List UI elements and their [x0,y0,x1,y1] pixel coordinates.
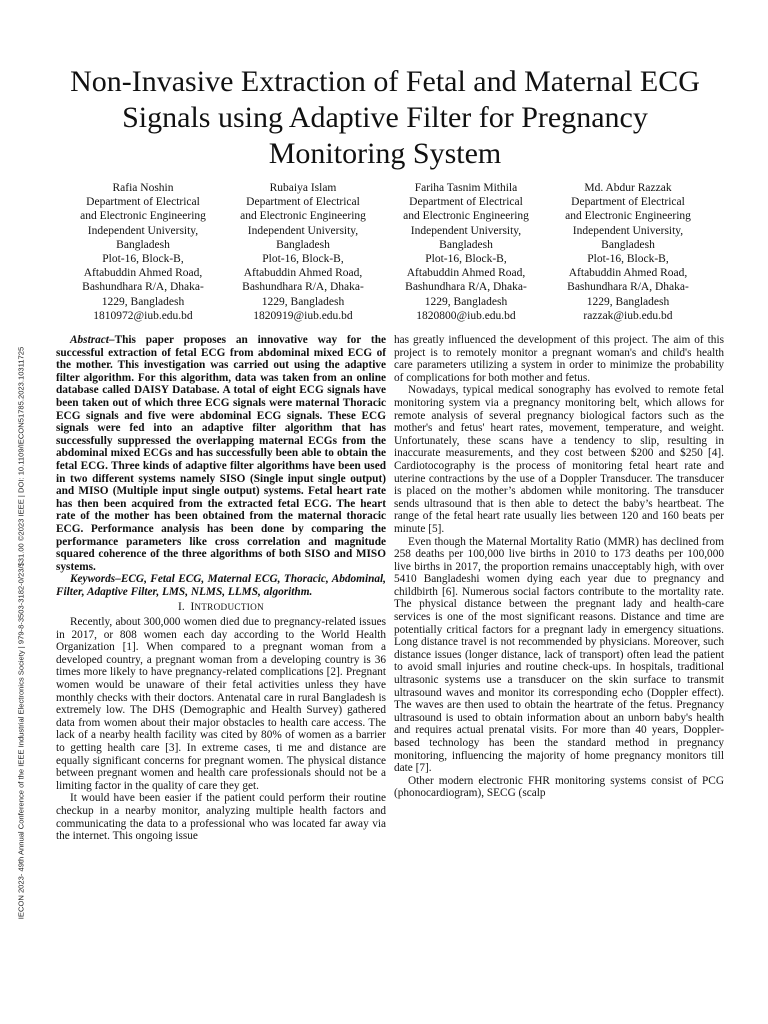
body-paragraph: Other modern electronic FHR monitoring systems consist of PCG (phonocardiogram), SECG (scalp [394,774,724,800]
author-affiliation-line: Bashundhara R/A, Dhaka- [567,281,689,294]
section-number: I. [178,601,185,614]
author-affiliation-line: and Electronic Engineering [565,210,691,223]
author-affiliation-line: Independent University, [410,224,522,237]
author-affiliation-line: 1229, Bangladesh [424,295,508,308]
body-paragraph: It would have been easier if the patient could perform their routine checkup in a nearby monitor, analyzing multiple health factors and communicating the data to a professional who was located far away via the internet. This ongoing issue [56,792,386,843]
body-paragraph: has greatly influenced the development of this project. The aim of this project is to remotely monitor a pregnant woman's and child's health care parameters utilizing a system in order to minimize the probability of complications for both mother and fetus. [394,334,724,384]
author-affiliation-line: and Electronic Engineering [403,210,529,223]
keywords-label: Keywords– [70,573,121,586]
abstract-label: Abstract– [70,334,115,346]
author-affiliation-line: Bangladesh [601,238,655,251]
author-affiliation-line: Plot-16, Block-B, [102,253,184,266]
author-block [543,181,713,323]
author-name: Fariha Tasnim Mithila [414,182,518,194]
author-email: 1820919@iub.edu.bd [253,309,353,322]
title-line: Monitoring System [268,137,502,170]
author-name: Rubaiya Islam [269,182,337,194]
author-email: razzak@iub.edu.bd [583,309,673,322]
author-affiliation-line: Bashundhara R/A, Dhaka- [82,281,204,294]
right-column [394,334,724,800]
author-block [381,181,551,323]
author-name: Rafia Noshin [112,182,174,194]
author-affiliation-line: Aftabuddin Ahmed Road, [83,267,203,280]
body-paragraph: Recently, about 300,000 women died due to pregnancy-related issues in 2017, or 808 women each day according to the World Health Organization [1]. When compared to a pregnant woman from a developed country, a pregnant woman from a developing country is 36 times more likely to have pregnancy-related complications [2]. Pregnant women would be unaware of their fetal activities unless they have monthly checks with their doctors. Antenatal care in rural Bangladesh is extremely low. The DHS (Demographic and Health Survey) gathered data from women about their major obstacles to health care access. The lack of a nearby health facility was cited by 80% of women as a barrier to getting health care [3]. In extreme cases, ti me and distance are equally significant concerns for pregnant women. The physical distance between pregnant women and health care professionals should not be a limiting factor in the quality of care they get. [56,616,386,792]
author-affiliation-line: Aftabuddin Ahmed Road, [406,267,526,280]
author-email: 1820800@iub.edu.bd [416,309,516,322]
author-affiliation-line: Bashundhara R/A, Dhaka- [242,281,364,294]
author-affiliation-line: Aftabuddin Ahmed Road, [568,267,688,280]
author-affiliation-line: Plot-16, Block-B, [425,253,507,266]
author-affiliation-line: Bangladesh [439,238,493,251]
author-affiliation-line: Department of Electrical [571,196,685,209]
author-affiliation-line: and Electronic Engineering [240,210,366,223]
section-heading-introduction [56,601,386,614]
author-affiliation-line: Department of Electrical [409,196,523,209]
author-affiliation-line: Plot-16, Block-B, [587,253,669,266]
author-affiliation-line: Department of Electrical [86,196,200,209]
author-affiliation-line: Bangladesh [116,238,170,251]
left-column [56,334,386,843]
author-affiliation-line: 1229, Bangladesh [586,295,670,308]
title-line: Non-Invasive Extraction of Fetal and Maternal ECG [70,65,700,98]
author-affiliation-line: Independent University, [247,224,359,237]
paper-title [40,64,730,172]
author-affiliation-line: Department of Electrical [246,196,360,209]
author-affiliation-line: Bangladesh [276,238,330,251]
section-title-initial: I [190,601,195,614]
author-affiliation-line: 1229, Bangladesh [101,295,185,308]
body-paragraph: Nowadays, typical medical sonography has evolved to remote fetal monitoring system via a pregnancy monitoring belt, which allows for remote analysis of several pregnancy biological factors such as the mother's and fetus' heart rates, movement, temperature, and weight. Unfortunately, these scans have a tendency to slip, resulting in inaccurate measurements, and they cost between $200 and $250 [4]. Cardiotocography is the process of monitoring fetal heart rate and uterine contractions by the use of a Doppler Transducer. The transducer is placed on the mother’s abdomen while monitoring. The transducer sends ultrasound that is then able to detect the baby’s heartbeat. The range of the fetal heart rate usually lies between 120 and 160 beats per minute [5]. [394,384,724,535]
author-affiliation-line: Aftabuddin Ahmed Road, [243,267,363,280]
author-email: 1810972@iub.edu.bd [93,309,193,322]
author-affiliation-line: Independent University, [87,224,199,237]
author-affiliation-line: Plot-16, Block-B, [262,253,344,266]
abstract [56,334,386,573]
author-block [218,181,388,323]
author-affiliation-line: and Electronic Engineering [80,210,206,223]
keywords [56,573,386,598]
author-affiliation-line: Bashundhara R/A, Dhaka- [405,281,527,294]
keywords-text: ECG, Fetal ECG, Maternal ECG, Thoracic, Abdominal, Filter, Adaptive Filter, LMS, NLMS, LLMS, algorithm. [56,573,386,598]
abstract-text: This paper proposes an innovative way for the successful extraction of fetal ECG from abdominal mixed ECG of the mother. This investigation was carried out using the adaptive filter algorithm. For this algorithm, data was taken from an online database called DAISY Database. A total of eight ECG signals have been taken out of which three ECG signals were maternal Thoracic ECG signals and five were abdominal ECG signals. These ECG signals were fed into an adaptive filter algorithm that has successfully suppressed the overlapping maternal ECGs from the abdominal mixed ECGs and has successfully been able to obtain the fetal ECG. Three kinds of adaptive filter algorithms have been used in two different systems namely SISO (Single input single output) and MISO (Multiple input single output) systems. Fetal heart rate has then been acquired from the extracted fetal ECG. The heart rate of the mother has been obtained from the maternal thoracic ECG. Performance analysis has been done by comparing the performance parameters like cross correlation and magnitude squared coherence of the three algorithms of both SISO and MISO systems. [56,334,386,573]
sidebar-citation: IECON 2023- 49th Annual Conference of the IEEE Industrial Electronics Society | 979-8-3503-3182-0/23/$31.00 ©2023 IEEE | DOI: 10.1109/IECON51785.2023.10311725 [16,346,26,920]
author-affiliation-line: Independent University, [572,224,684,237]
conference-sidebar [15,288,27,978]
body-paragraph: Even though the Maternal Mortality Ratio (MMR) has declined from 258 deaths per 100,000 live births in 2010 to 173 deaths per 100,000 live births in 2017, the proportion remains unacceptably high, with over 5410 Bangladeshi women dying each year due to pregnancy and childbirth [6]. Numerous social factors contribute to the mortality rate. The physical distance between the pregnant lady and health-care services is one of the most significant reasons. Distance and time are potentially critical factors for a pregnant lady in emergency situations. Long distance travel is not recommended by physicians. Moreover, such distance issues (longer distance, lack of transport) often lead the patient to avoid small injuries and routine check-ups. In hospitals, traditional ultrasonic systems use a transducer on the skin surface to transmit ultrasound waves and monitor its corresponding echo (Doppler effect). The waves are then used to obtain the heartrate of the fetus. Pregnancy ultrasound is used to obtain information about an unborn baby's health and requires actual prenatal visits. For more than 40 years, Doppler-based technology has been the standard method in pregnancy monitoring, influencing the majority of home pregnancy monitors till date [7]. [394,535,724,775]
author-affiliation-line: 1229, Bangladesh [261,295,345,308]
author-name: Md. Abdur Razzak [584,182,672,194]
section-title-rest: NTRODUCTION [194,602,264,613]
author-block [58,181,228,323]
title-line: Signals using Adaptive Filter for Pregnancy [122,101,648,134]
